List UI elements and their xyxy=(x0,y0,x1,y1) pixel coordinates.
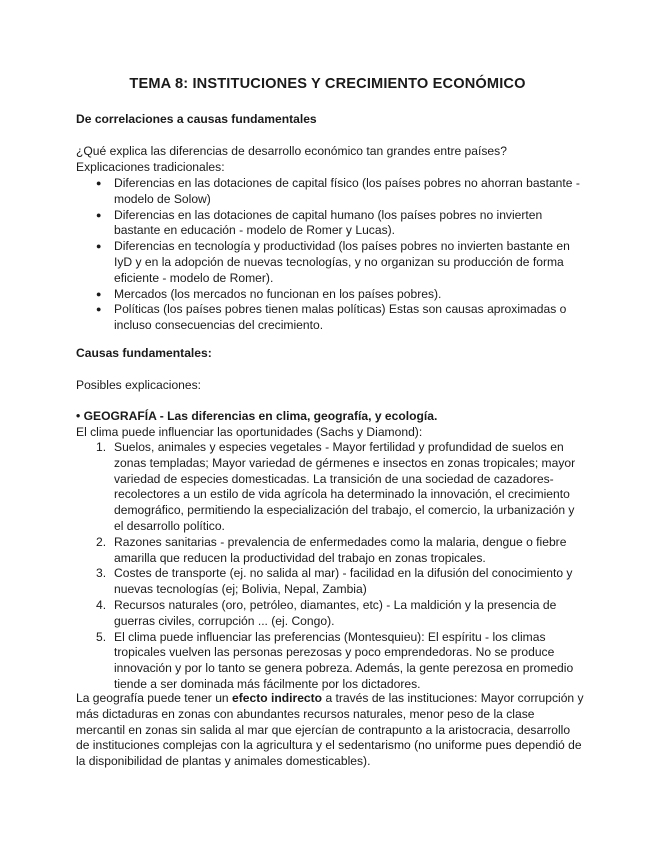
geography-factors-list xyxy=(76,440,584,693)
list-item xyxy=(76,535,584,567)
geography-intro: El clima puede influenciar las oportunidades (Sachs y Diamond): xyxy=(76,425,423,439)
list-number: 1. xyxy=(96,440,107,454)
list-item: ● Diferencias en las dotaciones de capital físico (los países pobres no ahorran bastante - modelo de Solow) xyxy=(76,176,584,208)
section-intro-paragraph: ¿Qué explica las diferencias de desarrollo económico tan grandes entre países? Explicaciones tradicionales: xyxy=(76,144,507,174)
section-heading-correlaciones: De correlaciones a causas fundamentales xyxy=(76,112,317,126)
list-item-text: El clima puede influenciar las preferencias (Montesquieu): El espíritu - los climas tropicales vuelven las personas perezosas y poco emprendedoras. No se produce innovación y por lo tanto se genera pobreza. Además, la gente perezosa en promedio tiende a ser dominada más fácilmente por los dictadores. xyxy=(114,629,574,691)
list-item: ● Políticas (los países pobres tienen malas políticas) Estas son causas aproximadas o incluso consecuencias del crecimiento. xyxy=(76,302,584,334)
section-heading-causas: Causas fundamentales: xyxy=(76,346,212,360)
list-item-text: Costes de transporte (ej. no salida al mar) - facilidad en la difusión del conocimiento y nuevas tecnologías (ej; Bolivia, Nepal, Zambia) xyxy=(114,566,573,597)
list-number: 5. xyxy=(96,629,107,644)
list-number: 3. xyxy=(96,566,107,581)
closing-text-pre: La geografía puede tener un xyxy=(76,691,233,705)
list-item: ● Diferencias en tecnología y productividad (los países pobres no invierten bastante en IyD y en la adopción de nuevas tecnologías, y no organizan su producción de forma eficiente - modelo de Romer). xyxy=(76,239,584,286)
list-item xyxy=(76,440,584,535)
possible-explanations-label: Posibles explicaciones: xyxy=(76,378,202,392)
page-title: TEMA 8: INSTITUCIONES Y CRECIMIENTO ECONÓMICO xyxy=(129,76,526,92)
list-item xyxy=(76,566,584,598)
list-number: 2. xyxy=(96,534,107,549)
indirect-effect-paragraph xyxy=(76,691,584,770)
traditional-explanations-list xyxy=(76,176,584,334)
list-item: ● Mercados (los mercados no funcionan en los países pobres). xyxy=(76,287,584,303)
closing-text-bold: efecto indirecto xyxy=(232,691,323,705)
geography-heading: • GEOGRAFÍA - Las diferencias en clima, geografía, y ecología. xyxy=(76,409,438,423)
list-item-text: Razones sanitarias - prevalencia de enfermedades como la malaria, dengue o fiebre amarilla que reducen la productividad del trabajo en zonas tropicales. xyxy=(114,534,567,565)
list-item-text: Recursos naturales (oro, petróleo, diamantes, etc) - La maldición y la presencia de guerras civiles, corrupción ... (ej. Congo). xyxy=(114,597,557,628)
list-item xyxy=(76,630,584,693)
list-item: ● Diferencias en las dotaciones de capital humano (los países pobres no invierten bastante en educación - modelo de Romer y Lucas). xyxy=(76,208,584,240)
closing-text-post: a través de las instituciones: Mayor corrupción y más dictaduras en zonas con abundantes recursos naturales, menor peso de la clase mercantil en zonas sin salida al mar que ejercían de contrapunto a la aristocracia, desarrollo de instituciones complejas con la agricultura y el sedentarismo (no uniforme pues dependió de la disponibilidad de plantas y animales domesticables). xyxy=(76,691,584,769)
list-number: 4. xyxy=(96,597,107,612)
list-item-text: Suelos, animales y especies vegetales - Mayor fertilidad y profundidad de suelos en zonas templadas; Mayor variedad de gérmenes e insectos en zonas tropicales; mayor variedad de especies domesticadas. La transición de una sociedad de cazadores-recolectores a un estilo de vida agrícola ha determinado la innovación, el crecimiento demográfico, permitiendo la especialización del trabajo, el comercio, la urbanización y el desarrollo político. xyxy=(114,440,576,533)
list-item xyxy=(76,598,584,630)
